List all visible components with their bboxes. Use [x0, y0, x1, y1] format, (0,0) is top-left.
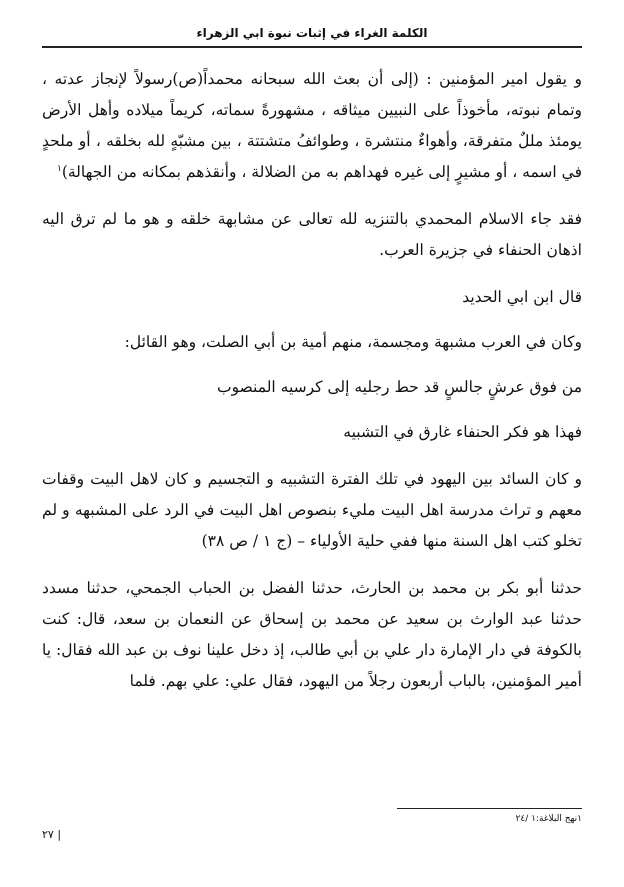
paragraph-islamic-tanzih: فقد جاء الاسلام المحمدي بالتنزيه لله تعالى عن مشابهة خلقه و هو ما لم ترق اليه اذهان الحنفاء في جزيرة العرب.	[42, 210, 582, 259]
paragraph-umayya: وكان في العرب مشبهة ومجسمة، منهم أمية بن أبي الصلت، وهو القائل:	[124, 333, 582, 351]
footnote: ١نهج البلاغة:١ /٢٤	[515, 814, 582, 824]
paragraph-hunafa: فهذا هو فكر الحنفاء غارق في التشبيه	[343, 423, 582, 441]
page-body	[42, 64, 582, 713]
paragraph-jews-tashbih: و كان السائد بين اليهود في تلك الفترة التشبيه و التجسيم و كان لاهل البيت وقفات معهم و تراث مدرسة اهل البيت مليء بنصوص اهل البيت في الرد على المشبهه و لم تخلو كتب اهل السنة منها ففي حلية الأولياء – (ج ١ / ص ٣٨)	[42, 470, 582, 550]
poem-verse: من فوق عرشٍ جالسٍ قد حط رجليه إلى كرسيه المنصوب	[217, 378, 582, 396]
footnote-marker[interactable]: ١	[56, 163, 62, 174]
page-number: ٢٧ |	[42, 828, 62, 841]
running-header	[42, 20, 582, 48]
running-header-title: الكلمة الغراء في إثبات نبوة ابي الزهراء	[196, 26, 428, 40]
paragraph-text: و يقول امير المؤمنين : (إلى أن بعث الله سبحانه محمداً(ص)رسولاً لإنجاز عدته ، وتمام نبوته، مأخوذاً على النبيين ميثاقه ، مشهورةً سماته، كريماً ميلاده وأهل الأرض يومئذ مللٌ متفرقة، وأهواءٌ منتشرة ، وطوائفُ متشتتة ، بين مشبّهٍ لله بخلقه ، أو ملحدٍ في اسمه ، أو مشيرٍ إلى غيره فهداهم به من الضلالة ، وأنقذهم بمكانه من الجهالة)	[42, 70, 582, 181]
paragraph-quote-nahj	[42, 64, 582, 188]
footnote-divider	[397, 808, 582, 809]
paragraph-hadith-chain: حدثنا أبو بكر بن محمد بن الحارث، حدثنا الفضل بن الحباب الجمحي، حدثنا مسدد حدثنا عبد الوارث بن سعيد عن محمد بن إسحاق عن النعمان بن سعد، قال: كنت بالكوفة في دار الإمارة دار علي بن أبي طالب، إذ دخل علينا نوف بن عبد الله فقال: يا أمير المؤمنين، بالباب أربعون رجلاً من اليهود، فقال علي: علي بهم. فلما	[42, 579, 582, 690]
paragraph-ibn-abi-hadid: قال ابن ابي الحديد	[462, 288, 582, 306]
